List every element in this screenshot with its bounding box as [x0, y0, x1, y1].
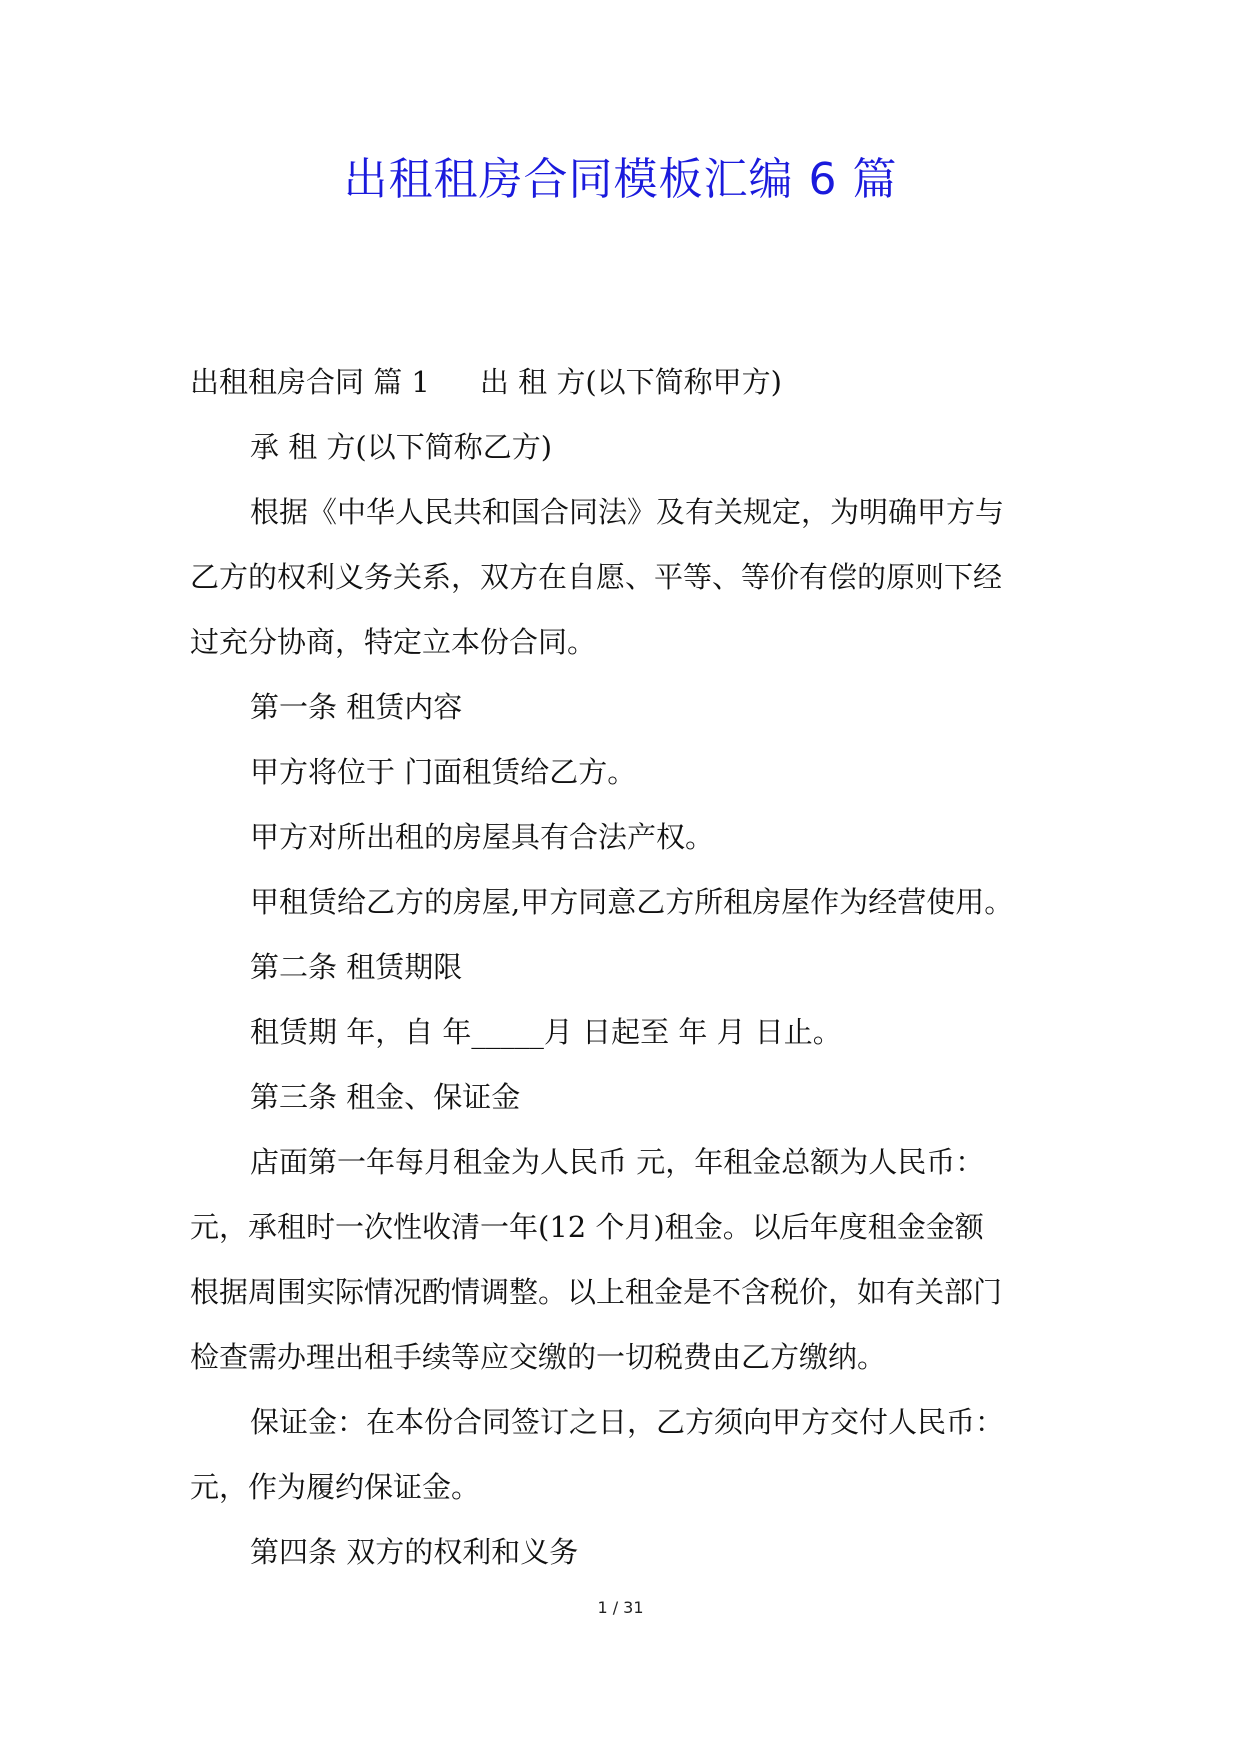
clause-heading: 第一条 租赁内容 [250, 690, 463, 724]
clause-heading: 第四条 双方的权利和义务 [250, 1535, 579, 1569]
body-line: 保证金：在本份合同签订之日，乙方须向甲方交付人民币： [250, 1405, 1005, 1439]
body-line: 根据《中华人民共和国合同法》及有关规定，为明确甲方与 [250, 495, 1005, 529]
lessor-label: 出 租 方(以下简称甲方) [479, 365, 782, 399]
header-line [190, 350, 1060, 415]
body-line: 租赁期 年，自 年_____月 日起至 年 月 日止。 [250, 1015, 842, 1049]
clause-heading: 第二条 租赁期限 [250, 950, 463, 984]
body-line: 元，承租时一次性收清一年(12 个月)租金。以后年度租金金额 [190, 1210, 984, 1244]
body-line: 根据周围实际情况酌情调整。以上租金是不含税价，如有关部门 [190, 1275, 1003, 1309]
body-line: 甲方将位于 门面租赁给乙方。 [250, 755, 637, 789]
body-line: 承 租 方(以下简称乙方) [250, 430, 553, 464]
document-title: 出租租房合同模板汇编 6 篇 [343, 154, 898, 205]
body-line: 甲方对所出租的房屋具有合法产权。 [250, 820, 715, 854]
body-line: 元，作为履约保证金。 [190, 1470, 481, 1504]
body-line: 乙方的权利义务关系，双方在自愿、平等、等价有偿的原则下经 [190, 560, 1003, 594]
clause-heading: 第三条 租金、保证金 [250, 1080, 521, 1114]
body-line: 店面第一年每月租金为人民币 元，年租金总额为人民币： [250, 1145, 985, 1179]
body-line: 过充分协商，特定立本份合同。 [190, 625, 597, 659]
page-indicator: 1 / 31 [597, 1598, 644, 1617]
body-line: 甲租赁给乙方的房屋,甲方同意乙方所租房屋作为经营使用。 [250, 885, 1014, 919]
body-line: 检查需办理出租手续等应交缴的一切税费由乙方缴纳。 [190, 1340, 887, 1374]
document-body [190, 350, 1060, 1585]
contract-heading: 出租租房合同 篇 1 [190, 365, 430, 399]
